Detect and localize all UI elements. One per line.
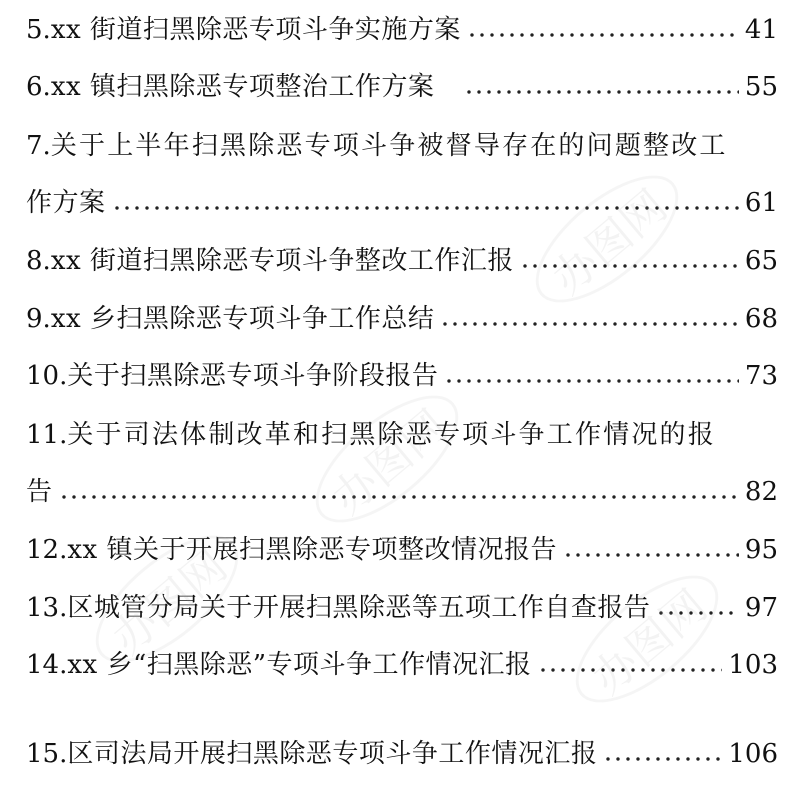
toc-entry-11-line1[interactable] bbox=[26, 415, 778, 455]
toc-entry-12[interactable] bbox=[26, 530, 778, 570]
entry-number: 14. bbox=[26, 650, 68, 680]
toc-entry-14[interactable] bbox=[26, 645, 778, 685]
dot-leader bbox=[440, 322, 739, 326]
toc-entry-10[interactable] bbox=[26, 356, 778, 396]
dot-leader bbox=[603, 757, 722, 761]
entry-page: 61 bbox=[744, 188, 778, 218]
entry-page: 41 bbox=[744, 15, 778, 45]
entry-page: 97 bbox=[744, 593, 778, 623]
toc-entry-9[interactable] bbox=[26, 299, 778, 339]
entry-title-continued: 告 bbox=[26, 477, 53, 507]
entry-title: xx 街道扫黑除恶专项斗争实施方案 bbox=[50, 15, 461, 45]
dot-leader bbox=[467, 33, 739, 37]
watermark-logo: 办图网 bbox=[515, 153, 698, 325]
entry-number: 10. bbox=[26, 361, 68, 391]
entry-title: 区城管分局关于开展扫黑除恶等五项工作自查报告 bbox=[67, 593, 651, 623]
toc-entry-6[interactable] bbox=[26, 67, 778, 107]
entry-page: 82 bbox=[744, 477, 778, 507]
dot-leader bbox=[563, 553, 739, 557]
entry-number: 9. bbox=[26, 304, 51, 334]
entry-title: 关于上半年扫黑除恶专项斗争被督导存在的问题整改工 bbox=[50, 131, 728, 161]
entry-number: 11. bbox=[26, 420, 68, 450]
entry-title: xx 乡“扫黑除恶”专项斗争工作情况汇报 bbox=[67, 650, 532, 680]
entry-number: 5. bbox=[26, 15, 51, 45]
dot-leader bbox=[538, 668, 723, 672]
entry-page: 95 bbox=[744, 535, 778, 565]
watermark-logo: 办图网 bbox=[75, 513, 258, 685]
dot-leader bbox=[444, 379, 739, 383]
toc-entry-11-line2[interactable] bbox=[26, 472, 778, 512]
entry-page: 68 bbox=[744, 304, 778, 334]
entry-title: xx 街道扫黑除恶专项斗争整改工作汇报 bbox=[50, 246, 514, 276]
entry-number: 8. bbox=[26, 246, 51, 276]
dot-leader bbox=[656, 611, 739, 615]
entry-title: 关于司法体制改革和扫黑除恶专项斗争工作情况的报 bbox=[67, 420, 716, 450]
toc-entry-8[interactable] bbox=[26, 241, 778, 281]
entry-page: 65 bbox=[744, 246, 778, 276]
dot-leader bbox=[112, 206, 739, 210]
toc-entry-13[interactable] bbox=[26, 588, 778, 628]
entry-title: xx 乡扫黑除恶专项斗争工作总结 bbox=[50, 304, 435, 334]
toc-entry-15[interactable] bbox=[26, 734, 778, 774]
dot-leader bbox=[464, 90, 739, 94]
entry-page: 73 bbox=[744, 361, 778, 391]
entry-page: 55 bbox=[744, 72, 778, 102]
watermark-logo: 办图网 bbox=[555, 553, 738, 725]
entry-title: 关于扫黑除恶专项斗争阶段报告 bbox=[67, 361, 439, 391]
entry-title: xx 镇扫黑除恶专项整治工作方案 bbox=[50, 72, 435, 102]
entry-number: 6. bbox=[26, 72, 51, 102]
entry-title-continued: 作方案 bbox=[26, 188, 106, 218]
entry-number: 13. bbox=[26, 593, 68, 623]
dot-leader bbox=[520, 264, 739, 268]
entry-number: 12. bbox=[26, 535, 68, 565]
watermark-logo: 办图网 bbox=[295, 373, 478, 545]
toc-entry-7-line2[interactable] bbox=[26, 183, 778, 223]
entry-title: 区司法局开展扫黑除恶专项斗争工作情况汇报 bbox=[67, 739, 598, 769]
entry-number: 15. bbox=[26, 739, 68, 769]
dot-leader bbox=[59, 495, 739, 499]
toc-entry-5[interactable] bbox=[26, 10, 778, 50]
entry-number: 7. bbox=[26, 131, 51, 161]
entry-page: 103 bbox=[728, 650, 778, 680]
entry-title: xx 镇关于开展扫黑除恶专项整改情况报告 bbox=[67, 535, 557, 565]
toc-entry-7-line1[interactable] bbox=[26, 126, 778, 166]
entry-page: 106 bbox=[728, 739, 778, 769]
